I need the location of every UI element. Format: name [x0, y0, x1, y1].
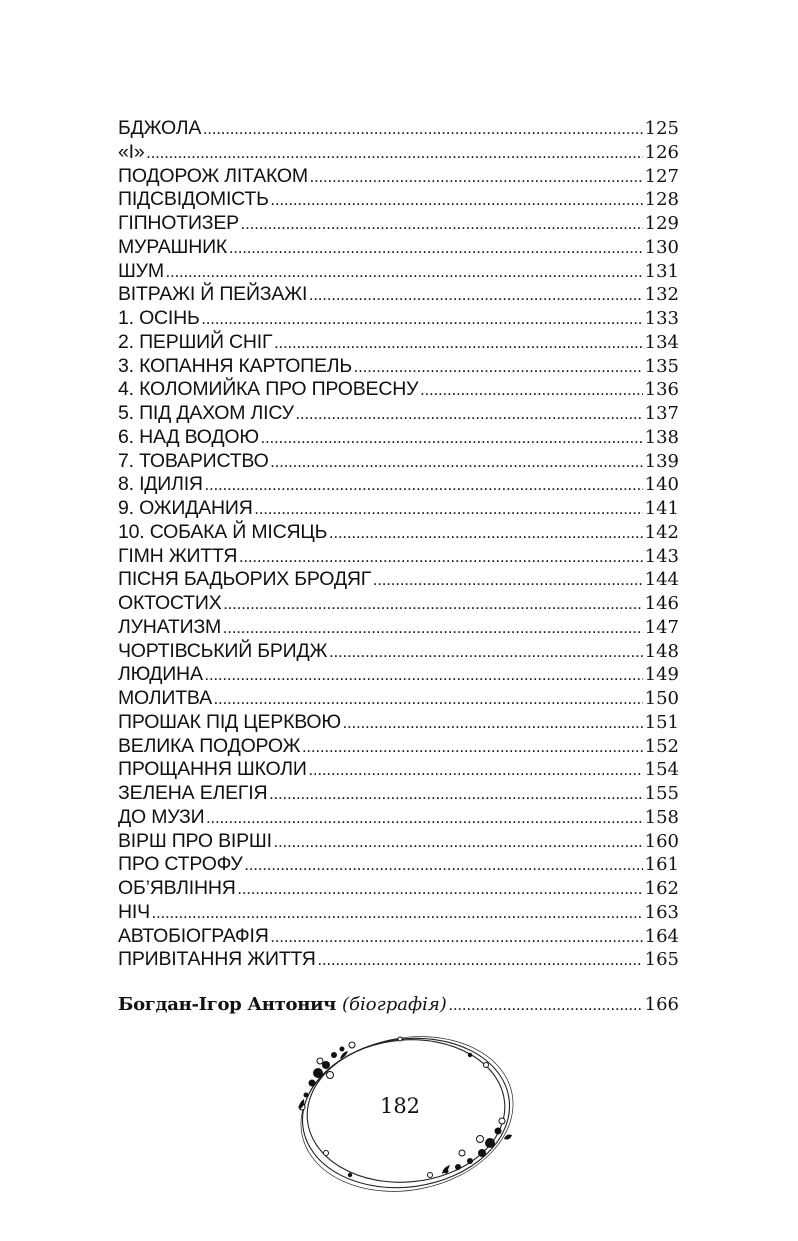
toc-entry — [118, 687, 679, 711]
toc-entry-title: 7. ТОВАРИСТВО — [118, 449, 269, 472]
toc-entry-page: 133 — [644, 308, 679, 329]
toc-entry-page: 162 — [644, 878, 679, 899]
dot-leader — [206, 806, 642, 831]
dot-leader — [309, 283, 642, 308]
toc-entry — [118, 236, 679, 260]
dot-leader — [147, 141, 643, 166]
toc-entry — [118, 307, 679, 331]
toc-entry-title: ЛУНАТИЗМ — [118, 615, 222, 638]
bio-page-number: 166 — [644, 994, 679, 1015]
toc-entry — [118, 165, 679, 189]
toc-entry-page: 141 — [644, 498, 679, 519]
toc-entry-page: 152 — [644, 735, 679, 757]
toc-entry-page: 127 — [644, 165, 679, 187]
toc-entry-title: ОКТОСТИХ — [118, 592, 222, 614]
toc-entry-page: 128 — [644, 189, 679, 211]
toc-entry-page: 125 — [644, 118, 679, 139]
toc-entry-title: БДЖОЛА — [118, 117, 202, 139]
bio-entry — [118, 993, 679, 1019]
toc-entry-title: 1. ОСІНЬ — [118, 307, 200, 329]
dot-leader — [373, 568, 643, 593]
toc-entry — [118, 758, 679, 782]
dot-leader — [271, 925, 643, 950]
toc-entry-page: 131 — [644, 260, 679, 282]
toc-entry-title: 6. НАД ВОДОЮ — [118, 425, 259, 448]
toc-entry — [118, 830, 679, 854]
toc-entry — [118, 331, 679, 355]
page-number: 182 — [379, 1094, 421, 1118]
toc-entry-title: ПІДСВІДОМІСТЬ — [118, 188, 269, 211]
toc-entry-page: 164 — [644, 925, 679, 947]
toc-entry-title: 9. ОЖИДАНИЯ — [118, 497, 253, 519]
toc-entry-title: 3. КОПАННЯ КАРТОПЕЛЬ — [118, 354, 352, 377]
dot-leader — [241, 212, 643, 237]
toc-entry-page: 147 — [644, 616, 679, 638]
dot-leader — [310, 165, 643, 190]
dot-leader — [214, 687, 643, 712]
dot-leader — [255, 497, 643, 522]
toc-entry-page: 126 — [644, 141, 679, 163]
toc-entry-page: 129 — [644, 213, 679, 234]
toc-entry-title: ВЕЛИКА ПОДОРОЖ — [118, 734, 301, 757]
toc-entry — [118, 188, 679, 212]
toc-entry-title: ГІМН ЖИТТЯ — [118, 544, 238, 567]
toc-entry — [118, 616, 679, 640]
toc-entry-title: ДО МУЗИ — [118, 805, 205, 828]
toc-entry — [118, 877, 679, 901]
toc-entry-page: 150 — [644, 688, 679, 709]
dot-leader — [245, 853, 643, 878]
toc-entry — [118, 735, 679, 759]
dot-leader — [309, 758, 643, 783]
toc-entry — [118, 806, 679, 830]
toc-entry-page: 140 — [644, 474, 679, 496]
toc-entry-title: ВІТРАЖІ Й ПЕЙЗАЖІ — [118, 283, 308, 306]
toc-entry — [118, 426, 679, 450]
toc-entry — [118, 925, 679, 949]
toc-entry-page: 136 — [644, 379, 679, 401]
toc-entry — [118, 521, 679, 545]
toc-entry — [118, 378, 679, 402]
toc-entry-title: ГІПНОТИЗЕР — [118, 212, 239, 234]
toc-entry-page: 163 — [644, 901, 679, 923]
toc-entry-page: 144 — [644, 569, 679, 591]
toc-entry-page: 158 — [644, 806, 679, 828]
toc-entry-title: МОЛИТВА — [118, 687, 212, 709]
toc-entry — [118, 640, 679, 664]
dot-leader — [166, 260, 643, 285]
dot-leader — [354, 355, 643, 380]
dot-leader — [239, 545, 642, 570]
toc-entry-page: 149 — [644, 664, 679, 686]
toc-entry-title: ПРОШАК ПІД ЦЕРКВОЮ — [118, 710, 341, 733]
toc-entry-page: 161 — [644, 854, 679, 876]
dot-leader — [269, 782, 642, 807]
toc-entry — [118, 711, 679, 735]
toc-entry-page: 160 — [644, 830, 679, 852]
dot-leader — [274, 331, 642, 356]
toc-entry-title: ПІСНЯ БАДЬОРИХ БРОДЯГ — [118, 568, 372, 591]
dot-leader — [203, 117, 643, 142]
toc-entry-page: 132 — [644, 284, 679, 306]
toc-entry-title: ВІРШ ПРО ВІРШІ — [118, 829, 272, 852]
dot-leader — [229, 236, 643, 261]
toc-entry — [118, 117, 679, 141]
toc-entry-title: МУРАШНИК — [118, 235, 228, 258]
toc-entry — [118, 402, 679, 426]
dot-leader — [261, 426, 643, 451]
dot-leader — [223, 616, 643, 641]
toc-entry-page: 155 — [644, 783, 679, 804]
toc-entry — [118, 853, 679, 877]
bio-note: (біографія) — [342, 994, 447, 1015]
toc-entry-page: 137 — [644, 403, 679, 424]
toc-entry — [118, 141, 679, 165]
bio-author-name: Богдан-Ігор Антонич — [118, 994, 337, 1015]
toc-entry-title: АВТОБІОГРАФІЯ — [118, 924, 269, 947]
toc-entry-title: ПРОЩАННЯ ШКОЛИ — [118, 758, 307, 781]
toc-entry — [118, 948, 679, 972]
toc-entry-title: 2. ПЕРШИЙ СНІГ — [118, 330, 273, 353]
toc-entry-page: 138 — [644, 426, 679, 448]
dot-leader — [152, 901, 643, 926]
toc-entry — [118, 663, 679, 687]
toc-entry-page: 146 — [644, 593, 679, 614]
toc-entry-title: 8. ІДИЛІЯ — [118, 473, 203, 496]
table-of-contents — [118, 117, 679, 972]
toc-entry-title: ЧОРТІВСЬКИЙ БРИДЖ — [118, 639, 328, 662]
toc-entry — [118, 260, 679, 284]
dot-leader — [329, 521, 642, 546]
toc-entry-page: 139 — [644, 450, 679, 472]
dot-leader — [296, 402, 643, 427]
toc-entry-page: 135 — [644, 355, 679, 377]
toc-entry-page: 165 — [644, 949, 679, 971]
toc-entry-page: 151 — [644, 711, 679, 733]
dot-leader — [238, 877, 643, 902]
dot-leader — [274, 830, 643, 855]
toc-entry-page: 154 — [644, 759, 679, 781]
dot-leader — [205, 473, 643, 498]
toc-entry — [118, 782, 679, 806]
toc-entry-title: ЛЮДИНА — [118, 663, 203, 686]
toc-entry — [118, 497, 679, 521]
toc-entry — [118, 545, 679, 569]
toc-entry-title: ПРИВІТАННЯ ЖИТТЯ — [118, 948, 316, 971]
toc-entry — [118, 355, 679, 379]
toc-entry — [118, 568, 679, 592]
toc-entry-page: 130 — [644, 236, 679, 258]
dot-leader — [329, 640, 642, 665]
toc-entry-page: 143 — [644, 545, 679, 567]
dot-leader — [343, 711, 643, 736]
toc-entry — [118, 473, 679, 497]
toc-entry — [118, 592, 679, 616]
dot-leader — [449, 993, 643, 1015]
toc-entry-page: 134 — [644, 331, 679, 353]
toc-entry-title: НІЧ — [118, 900, 150, 923]
toc-entry — [118, 901, 679, 925]
toc-entry-title: 4. КОЛОМИЙКА ПРО ПРОВЕСНУ — [118, 378, 419, 401]
toc-entry-page: 142 — [644, 521, 679, 543]
dot-leader — [271, 188, 643, 213]
toc-entry-title: ПОДОРОЖ ЛІТАКОМ — [118, 164, 308, 187]
toc-entry-title: ПРО СТРОФУ — [118, 853, 243, 876]
toc-entry-title: «І» — [118, 140, 145, 163]
toc-entry — [118, 450, 679, 474]
dot-leader — [224, 592, 643, 617]
dot-leader — [420, 378, 642, 403]
toc-entry-title: 5. ПІД ДАХОМ ЛІСУ — [118, 402, 294, 424]
toc-entry — [118, 283, 679, 307]
dot-leader — [302, 735, 642, 760]
toc-entry-title: ЗЕЛЕНА ЕЛЕГІЯ — [118, 782, 268, 804]
toc-entry — [118, 212, 679, 236]
dot-leader — [202, 307, 643, 332]
dot-leader — [318, 948, 643, 973]
dot-leader — [205, 663, 643, 688]
toc-entry-title: ШУМ — [118, 259, 164, 282]
toc-entry-page: 148 — [644, 640, 679, 662]
toc-entry-title: ОБ’ЯВЛІННЯ — [118, 877, 236, 899]
dot-leader — [271, 450, 643, 475]
toc-entry-title: 10. СОБАКА Й МІСЯЦЬ — [118, 520, 328, 543]
